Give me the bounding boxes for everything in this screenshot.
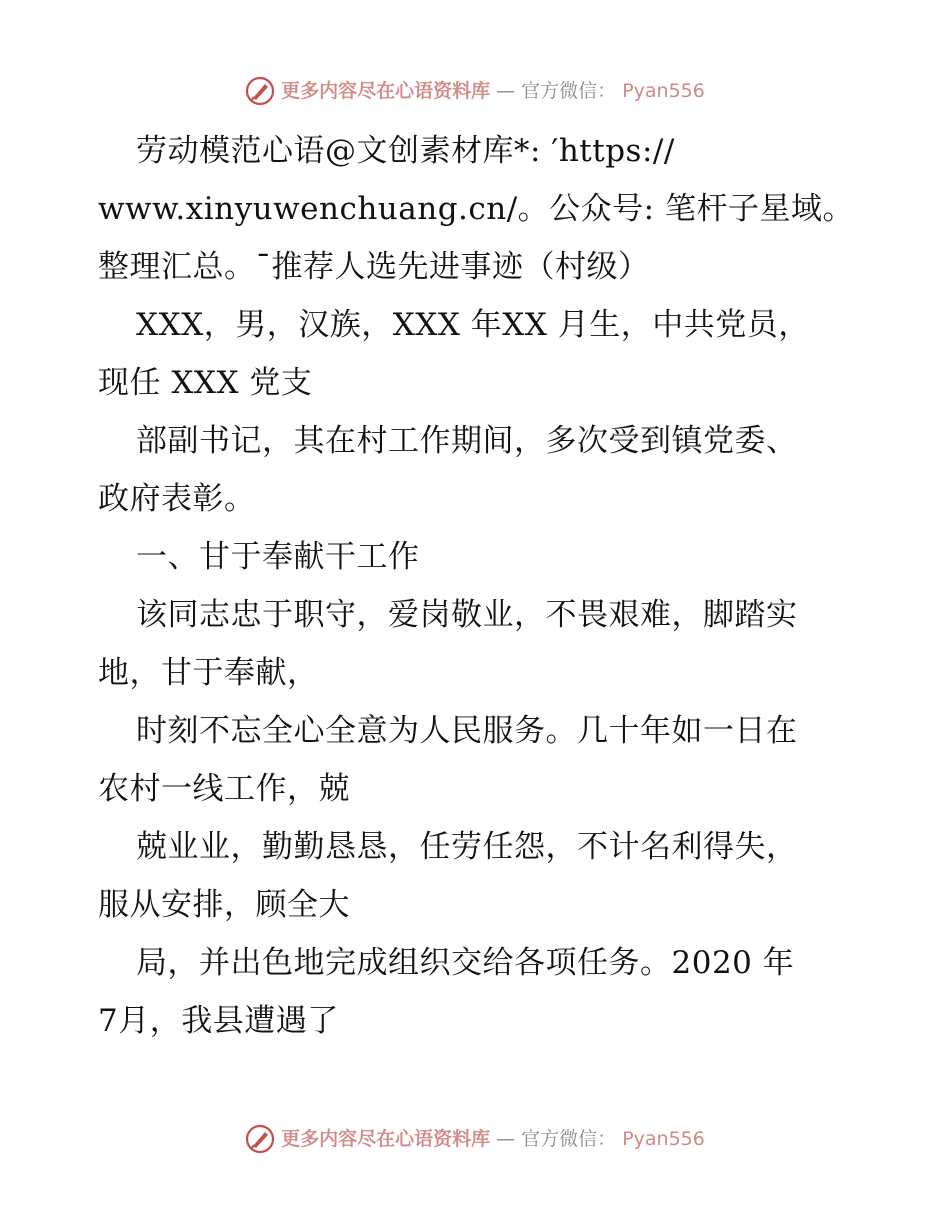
watermark-footer [0, 1124, 950, 1154]
doc-line: 劳动模范心语@文创素材库*: ′https:// [136, 133, 675, 169]
doc-line: 政府表彰。 [98, 481, 256, 517]
watermark-lead-text: 更多内容尽在心语资料库 [281, 79, 491, 102]
quill-circle-icon [245, 76, 275, 106]
doc-line: XXX，男，汉族，XXX 年XX 月生，中共党员， [136, 307, 810, 343]
doc-line: 7月，我县遭遇了 [98, 1003, 339, 1039]
doc-line: 整理汇总。¯推荐人选先进事迹（村级） [98, 249, 650, 285]
doc-line: 兢业业，勤勤恳恳，任劳任怨，不计名利得失， [136, 829, 798, 865]
watermark-header [0, 76, 950, 106]
watermark-separator: — [496, 79, 516, 102]
doc-line: 地，甘于奉献， [98, 655, 319, 691]
doc-line: 局，并出色地完成组织交给各项任务。2020 年 [136, 945, 795, 981]
watermark-wechat-id: Pyan556 [622, 1127, 705, 1150]
watermark-wechat-id: Pyan556 [622, 79, 705, 102]
doc-line: 该同志忠于职守，爱岗敬业，不畏艰难，脚踏实 [136, 597, 798, 633]
doc-line: 部副书记，其在村工作期间，多次受到镇党委、 [136, 423, 798, 459]
watermark-lead-text: 更多内容尽在心语资料库 [281, 1127, 491, 1150]
quill-circle-icon [245, 1124, 275, 1154]
document-body [98, 122, 858, 1050]
doc-line: www.xinyuwenchuang.cn/。公众号: 笔杆子星域。 [98, 191, 854, 227]
section-heading: 一、甘于奉献干工作 [136, 539, 420, 575]
doc-line: 现任 XXX 党支 [98, 365, 313, 401]
doc-line: 农村一线工作，兢 [98, 771, 350, 807]
doc-line: 服从安排，顾全大 [98, 887, 350, 923]
watermark-separator: — [496, 1127, 516, 1150]
watermark-official-label: 官方微信： [521, 1127, 617, 1150]
watermark-official-label: 官方微信： [521, 79, 617, 102]
doc-line: 时刻不忘全心全意为人民服务。几十年如一日在 [136, 713, 798, 749]
